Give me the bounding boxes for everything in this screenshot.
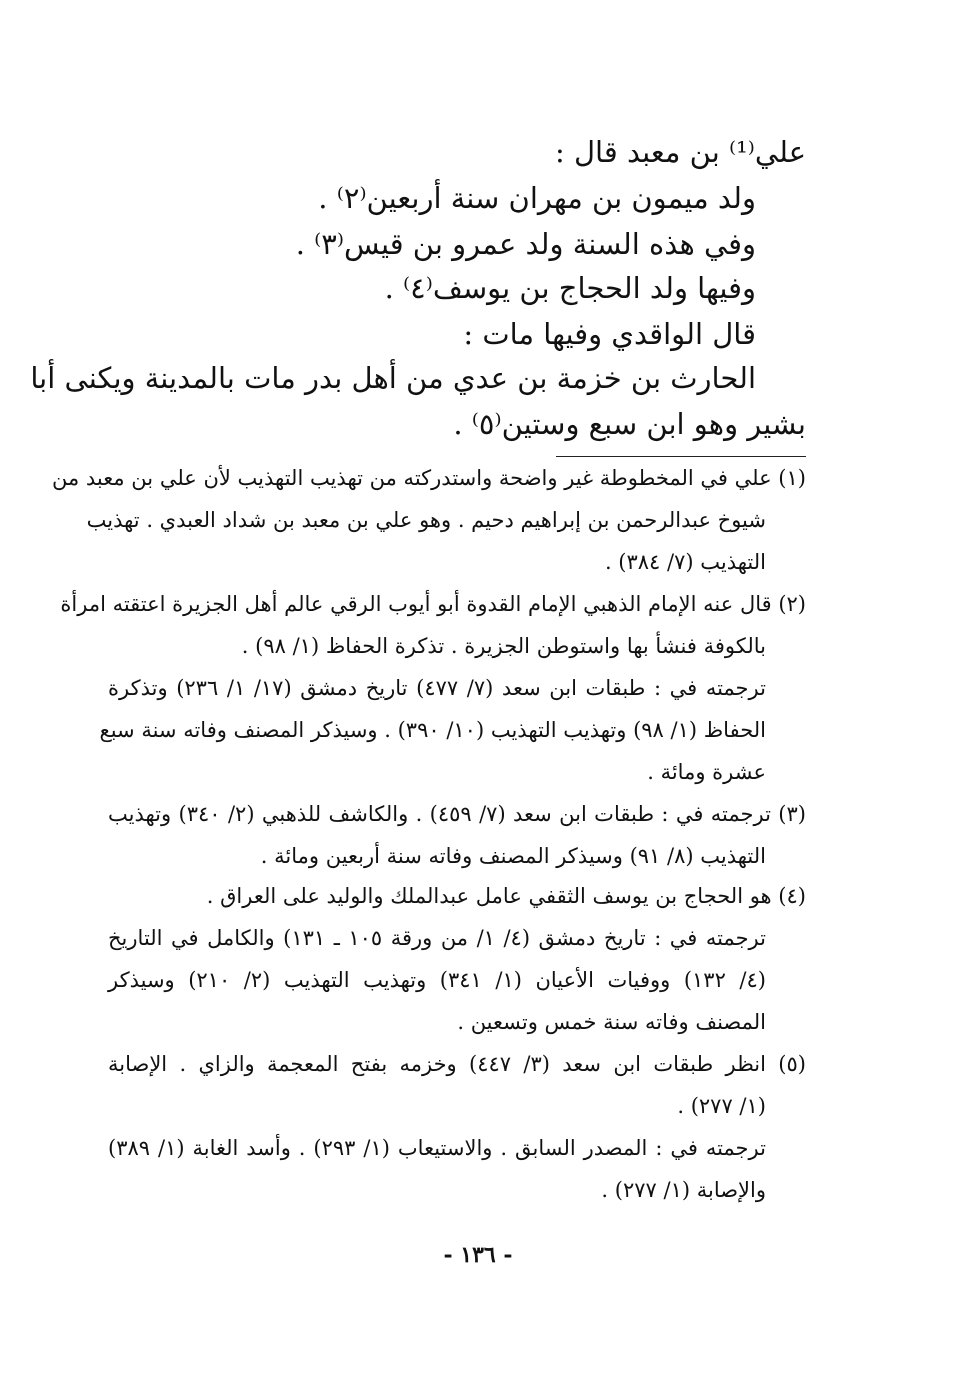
footnote-5-line-1: (٥) انظر طبقات ابن سعد (٣/ ٤٤٧) وخزمه بفتح المعجمة والزاي . الإصابة xyxy=(108,1052,806,1076)
main-text-line-5: قال الواقدي وفيها مات : xyxy=(463,317,756,351)
main-text-line-2: ولد ميمون بن مهران سنة أربعين⁽٢⁾ . xyxy=(318,181,756,215)
footnote-1-line-2: شيوخ عبدالرحمن بن إبراهيم دحيم . وهو علي بن معبد بن شداد العبدي . تهذيب xyxy=(86,508,766,532)
footnote-5-line-4: والإصابة (١/ ٢٧٧) . xyxy=(601,1178,766,1202)
footnote-1-line-3: التهذيب (٧/ ٣٨٤) . xyxy=(604,550,766,574)
footnote-4-line-1: (٤) هو الحجاج بن يوسف الثقفي عامل عبدالملك والوليد على العراق . xyxy=(206,884,806,908)
main-text-line-3: وفي هذه السنة ولد عمرو بن قيس⁽٣⁾ . xyxy=(295,227,756,261)
footnote-divider xyxy=(556,456,806,457)
footnote-3-line-1: (٣) ترجمته في : طبقات ابن سعد (٧/ ٤٥٩) . والكاشف للذهبي (٢/ ٣٤٠) وتهذيب xyxy=(108,802,806,826)
main-text-line-1: علي⁽¹⁾ بن معبد قال : xyxy=(554,135,806,169)
footnote-2-line-5: عشرة ومائة . xyxy=(647,760,766,784)
footnote-5-line-3: ترجمته في : المصدر السابق . والاستيعاب (١/ ٢٩٣) . وأسد الغابة (١/ ٣٨٩) xyxy=(108,1136,766,1160)
footnote-2-line-4: الحفاظ (١/ ٩٨) وتهذيب التهذيب (١٠/ ٣٩٠) . وسيذكر المصنف وفاته سنة سبع xyxy=(99,718,766,742)
footnote-4-line-4: المصنف وفاته سنة خمس وتسعين . xyxy=(457,1010,766,1034)
footnote-4-line-3: (٤/ ١٣٢) ووفيات الأعيان (١/ ٣٤١) وتهذيب التهذيب (٢/ ٢١٠) وسيذكر xyxy=(108,968,766,992)
page-number: - ١٣٦ - xyxy=(443,1242,513,1268)
footnote-2-line-3: ترجمته في : طبقات ابن سعد (٧/ ٤٧٧) تاريخ دمشق (١٧/ ١/ ٢٣٦) وتذكرة xyxy=(108,676,766,700)
footnote-2-line-2: بالكوفة فنشأ بها واستوطن الجزيرة . تذكرة الحفاظ (١/ ٩٨) . xyxy=(241,634,766,658)
main-text-line-6: الحارث بن خزمة بن عدي من أهل بدر مات بالمدينة ويكنى أبا xyxy=(30,361,756,395)
footnote-5-line-2: (١/ ٢٧٧) . xyxy=(677,1094,766,1118)
main-text-line-7: بشير وهو ابن سبع وستين⁽٥⁾ . xyxy=(453,407,806,441)
footnote-3-line-2: التهذيب (٨/ ٩١) وسيذكر المصنف وفاته سنة أربعين ومائة . xyxy=(260,844,766,868)
footnote-2-line-1: (٢) قال عنه الإمام الذهبي الإمام القدوة أبو أيوب الرقي عالم أهل الجزيرة اعتقته امرأة xyxy=(60,592,806,616)
footnote-4-line-2: ترجمته في : تاريخ دمشق (٤/ ١/ من ورقة ١٠٥ ـ ١٣١) والكامل في التاريخ xyxy=(108,926,766,950)
footnote-1-line-1: (١) علي في المخطوطة غير واضحة واستدركته من تهذيب التهذيب لأن علي بن معبد من xyxy=(51,466,806,490)
main-text-line-4: وفيها ولد الحجاج بن يوسف⁽٤⁾ . xyxy=(384,271,756,305)
